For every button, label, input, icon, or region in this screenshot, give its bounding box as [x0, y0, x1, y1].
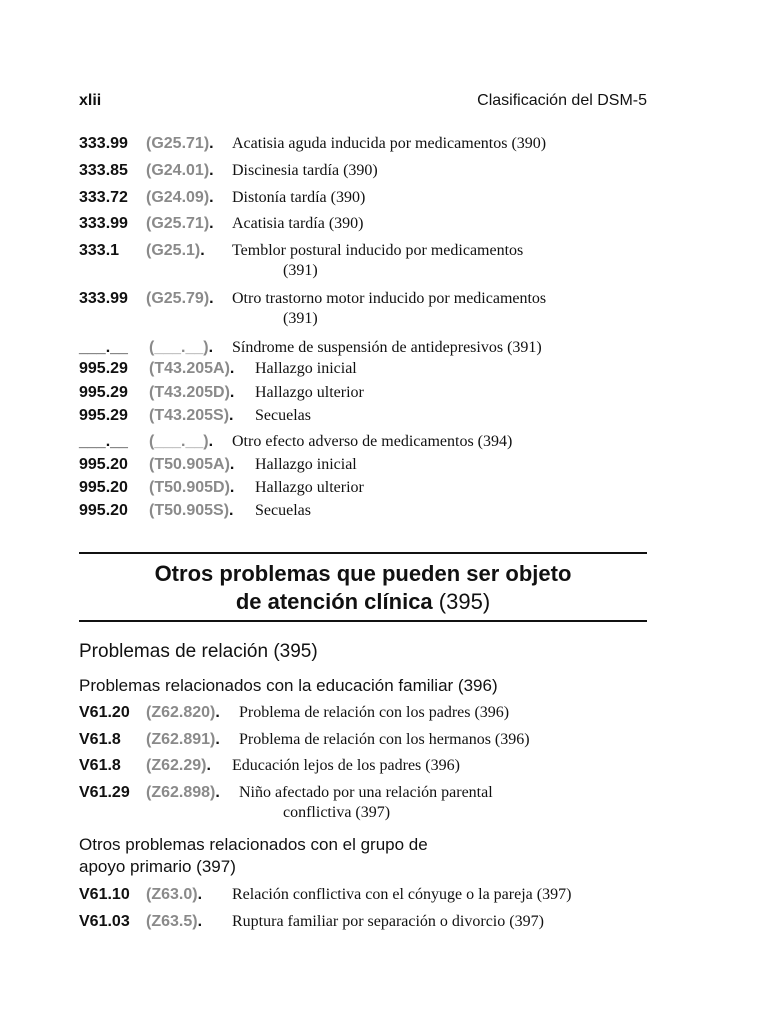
dsm-code: 995.20 [79, 456, 128, 473]
page-header [79, 92, 647, 114]
subsubsection-heading: Problemas relacionados con la educación familiar (396) [79, 676, 498, 695]
section-title-page: (395) [432, 589, 491, 614]
entry-description-continuation: conflictiva (397) [283, 804, 391, 821]
entry-description: Niño afectado por una relación parental [239, 784, 493, 801]
dsm-code: 333.72 [79, 189, 128, 206]
entry-description: Relación conflictiva con el cónyuge o la pareja (397) [232, 886, 572, 903]
entry-period: . [209, 135, 214, 152]
entry-description: Otro efecto adverso de medicamentos (394) [232, 433, 513, 450]
icd-code: (___.__) [149, 433, 209, 450]
entry-description: Temblor postural inducido por medicamentos [232, 242, 524, 259]
dsm-code: ___.__ [79, 339, 128, 356]
dsm-code: 333.85 [79, 162, 128, 179]
icd-code: (G24.01) [146, 162, 210, 179]
dsm-code: 995.20 [79, 479, 128, 496]
entry-description: Distonía tardía (390) [232, 189, 366, 206]
entry-description: Hallazgo ulterior [255, 384, 364, 401]
icd-code: (G25.71) [146, 215, 210, 232]
icd-code: (G25.71) [146, 135, 210, 152]
dsm-code: V61.03 [79, 913, 130, 930]
icd-code: (Z62.29) [146, 757, 207, 774]
entry-period: . [229, 407, 234, 424]
entry-description: Ruptura familiar por separación o divorcio (397) [232, 913, 544, 930]
dsm-code: 333.99 [79, 290, 128, 307]
entry-period: . [208, 433, 214, 450]
entry-period: . [197, 886, 203, 903]
dsm-code: 995.20 [79, 502, 128, 519]
entry-description-continuation: (391) [283, 262, 318, 279]
entry-period: . [215, 704, 220, 721]
icd-code: (Z62.820) [146, 704, 216, 721]
dsm-code: V61.29 [79, 784, 130, 801]
entry-description: Hallazgo ulterior [255, 479, 364, 496]
entry-description: Educación lejos de los padres (396) [232, 757, 460, 774]
entry-description: Secuelas [255, 502, 311, 519]
dsm-code: 333.1 [79, 242, 120, 259]
icd-code: (G25.79) [146, 290, 210, 307]
divider-top [79, 552, 647, 554]
entry-description: Acatisia aguda inducida por medicamentos (390) [232, 135, 547, 152]
icd-code: (Z62.891) [146, 731, 216, 748]
icd-code: (T50.905A) [149, 456, 230, 473]
icd-code: (Z63.0) [146, 886, 198, 903]
entry-period: . [197, 913, 203, 930]
entry-description: Hallazgo inicial [255, 360, 357, 377]
entry-description: Síndrome de suspensión de antidepresivos (391) [232, 339, 542, 356]
subsubsection-heading [79, 834, 428, 878]
icd-code: (Z63.5) [146, 913, 198, 930]
entry-period: . [229, 502, 234, 519]
entry-description: Discinesia tardía (390) [232, 162, 378, 179]
icd-code: (T50.905D) [149, 479, 230, 496]
entry-description: Problema de relación con los hermanos (396) [239, 731, 530, 748]
section-title [79, 560, 647, 616]
entry-period: . [215, 731, 220, 748]
dsm-code: V61.8 [79, 757, 121, 774]
entry-description-continuation: (391) [283, 310, 318, 327]
dsm-code: V61.20 [79, 704, 130, 721]
entry-period: . [229, 479, 235, 496]
entry-description: Secuelas [255, 407, 311, 424]
icd-code: (___.__) [149, 339, 209, 356]
subsubsection-heading-line1: Otros problemas relacionados con el grupo de [79, 835, 428, 854]
entry-period: . [229, 456, 235, 473]
dsm-code: 333.99 [79, 215, 128, 232]
entry-description: Hallazgo inicial [255, 456, 357, 473]
entry-period: . [206, 757, 211, 774]
entry-period: . [229, 384, 235, 401]
divider-bottom [79, 620, 647, 622]
entry-period: . [209, 162, 214, 179]
subsection-heading: Problemas de relación (395) [79, 641, 318, 662]
icd-code: (T43.205D) [149, 384, 230, 401]
running-title: Clasificación del DSM-5 [477, 92, 647, 109]
entry-period: . [215, 784, 220, 801]
entry-description: Otro trastorno motor inducido por medicamentos [232, 290, 547, 307]
entry-description: Problema de relación con los padres (396) [239, 704, 510, 721]
entry-period: . [229, 360, 235, 377]
dsm-code: 333.99 [79, 135, 128, 152]
dsm-code: ___.__ [79, 433, 128, 450]
icd-code: (T43.205A) [149, 360, 230, 377]
entry-period: . [208, 339, 214, 356]
icd-code: (Z62.898) [146, 784, 216, 801]
icd-code: (T50.905S) [149, 502, 230, 519]
dsm-code: V61.8 [79, 731, 121, 748]
icd-code: (G24.09) [146, 189, 210, 206]
dsm-code: V61.10 [79, 886, 130, 903]
section-title-line2: de atención clínica [235, 589, 433, 614]
entry-period: . [209, 215, 214, 232]
dsm-code: 995.29 [79, 407, 128, 424]
dsm-code: 995.29 [79, 384, 128, 401]
entry-period: . [209, 189, 214, 206]
subsubsection-heading-line2: apoyo primario (397) [79, 857, 236, 876]
icd-code: (G25.1) [146, 242, 201, 259]
entry-description: Acatisia tardía (390) [232, 215, 364, 232]
icd-code: (T43.205S) [149, 407, 230, 424]
entry-period: . [209, 290, 214, 307]
section-title-line1: Otros problemas que pueden ser objeto [154, 561, 572, 586]
page-number: xlii [79, 92, 102, 109]
dsm-code: 995.29 [79, 360, 128, 377]
entry-period: . [200, 242, 205, 259]
